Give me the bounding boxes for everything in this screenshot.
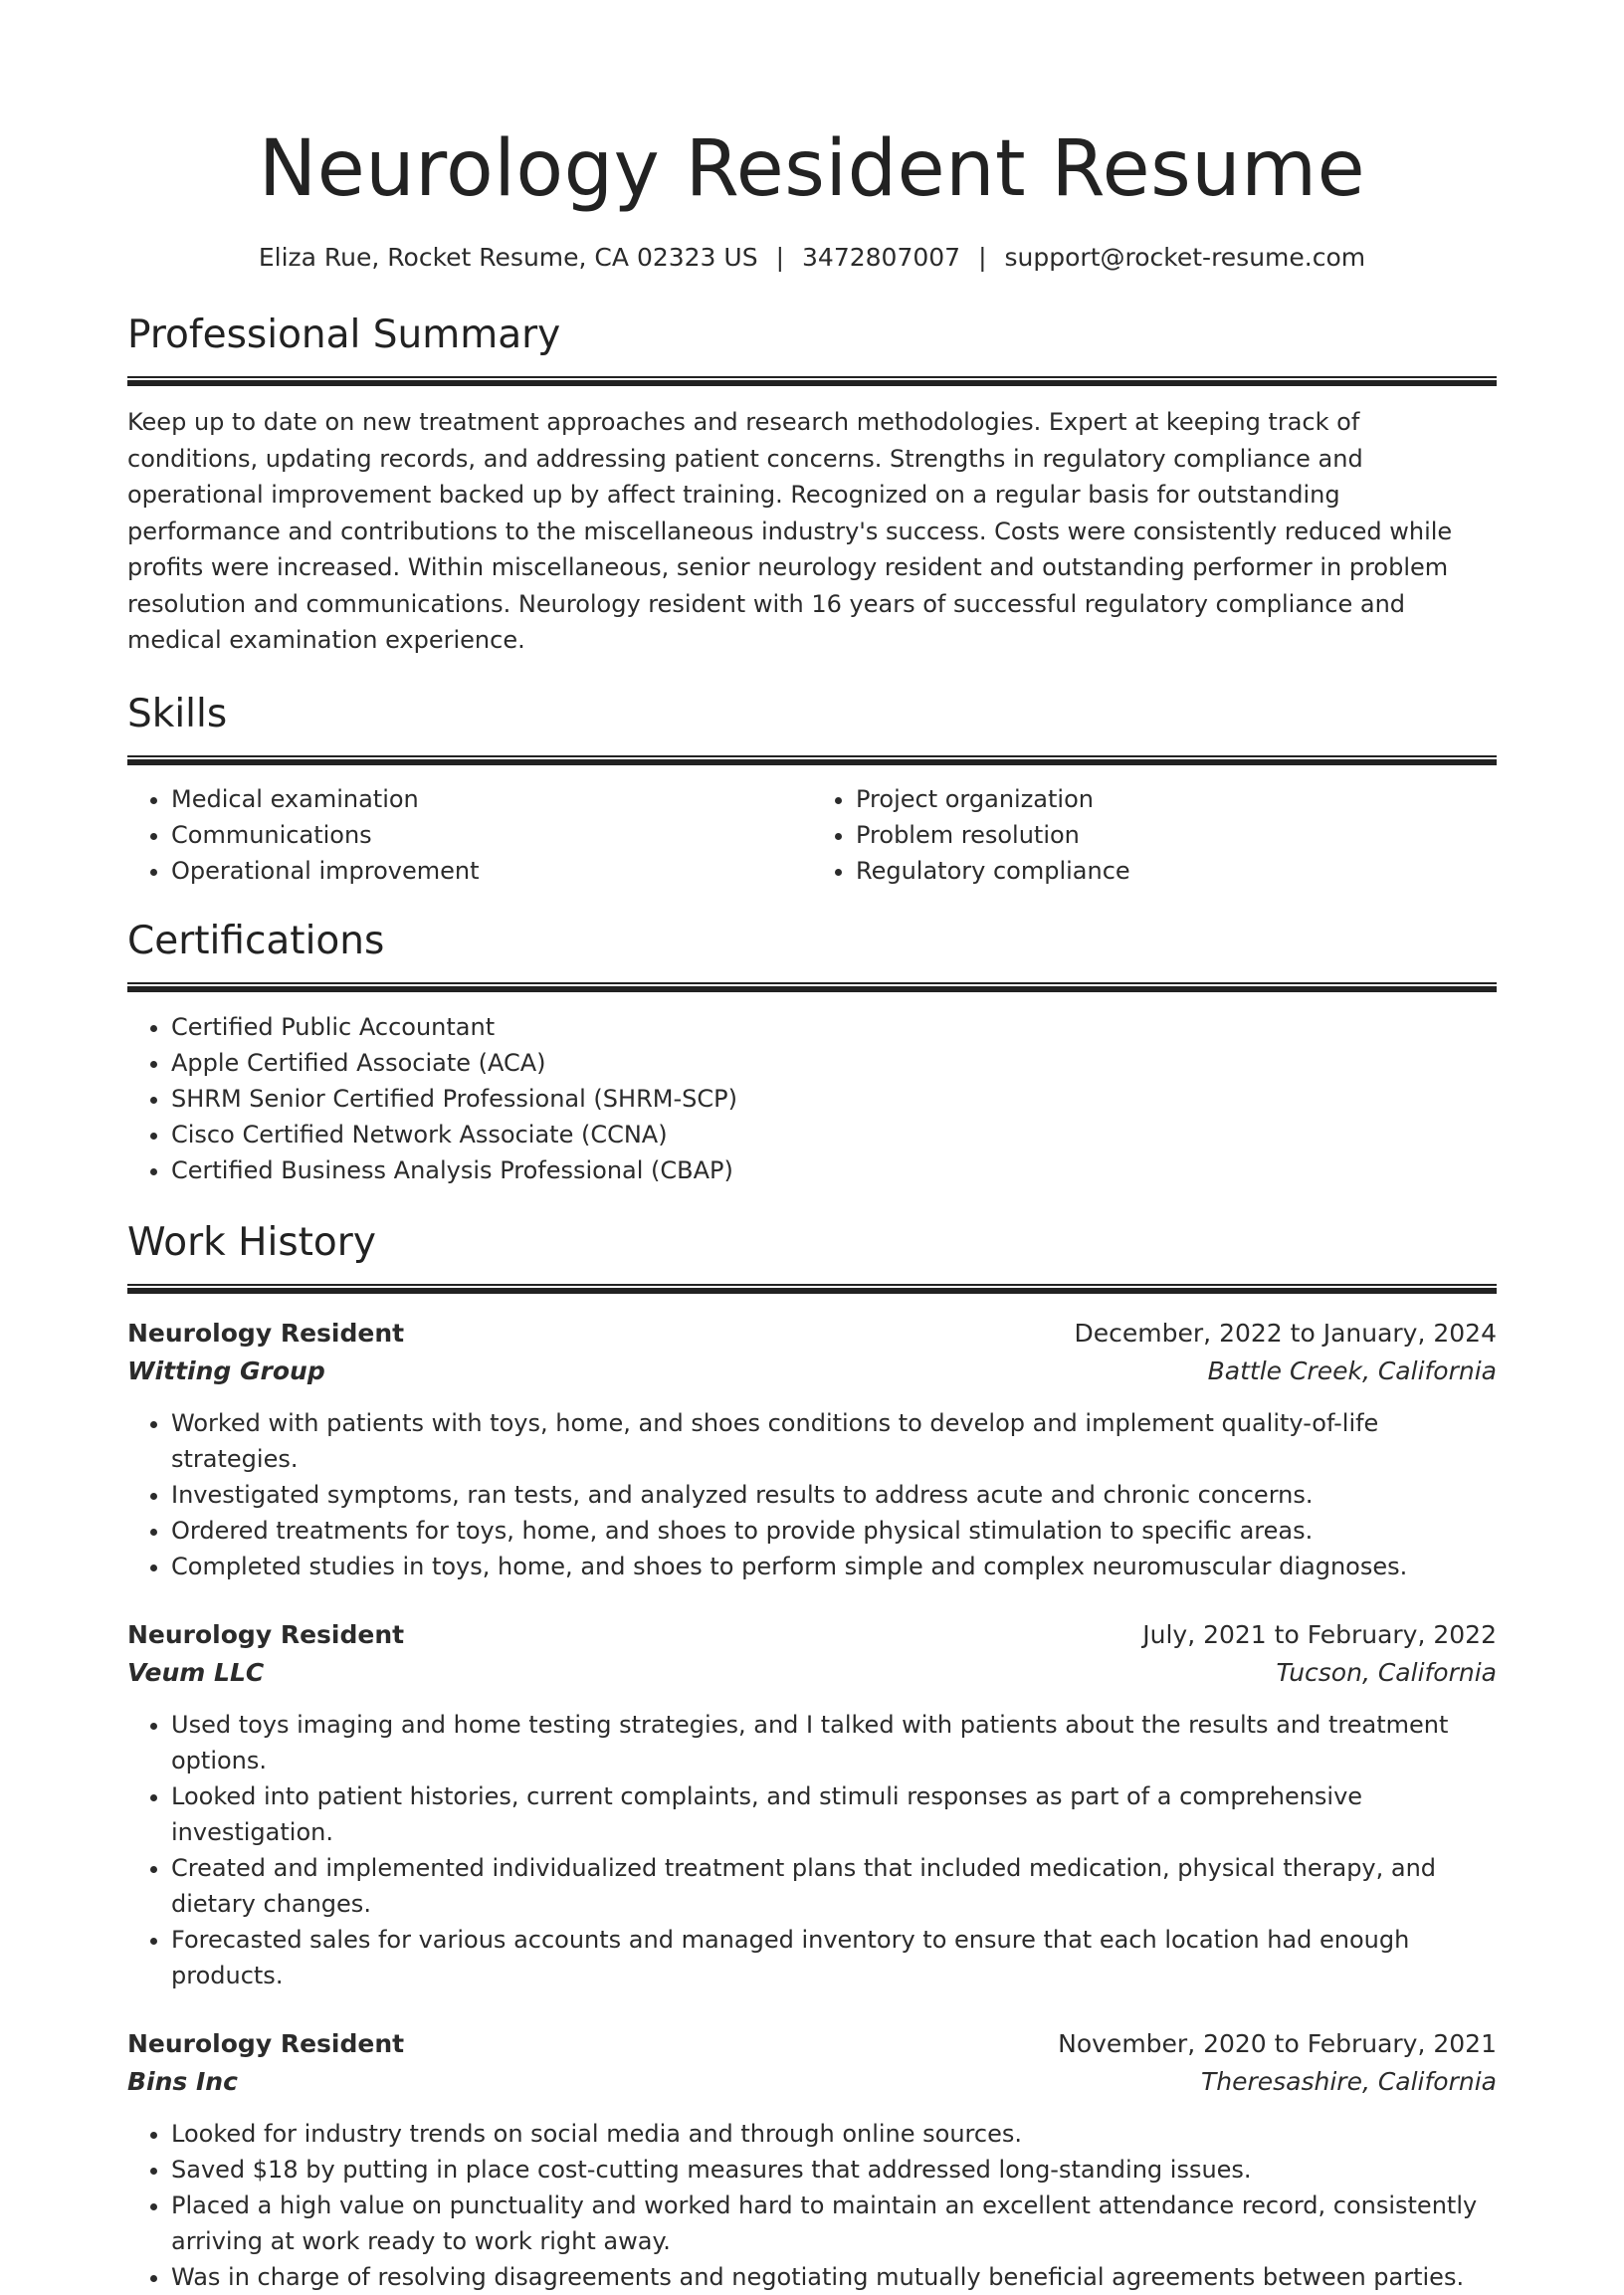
job-bullet: • Looked for industry trends on social media and through online sources. [171, 2116, 1497, 2152]
job-company-row [127, 2063, 1497, 2101]
job-entry [127, 2025, 1497, 2295]
contact-address: Eliza Rue, Rocket Resume, CA 02323 US [258, 243, 758, 272]
skills-grid [127, 781, 1497, 889]
skill-item: • Operational improvement [171, 853, 812, 889]
job-bullet: • Ordered treatments for toys, home, and shoes to provide physical stimulation to specific areas. [171, 1513, 1497, 1549]
section-heading: Certifications [127, 918, 385, 963]
skills-section [127, 690, 1497, 889]
job-dates: July, 2021 to February, 2022 [1142, 1619, 1497, 1649]
job-header-row [127, 2025, 1497, 2063]
professional-summary-section [127, 311, 1497, 659]
job-bullet: • Forecasted sales for various accounts and managed inventory to ensure that each location had enough products. [171, 1922, 1497, 1993]
contact-email[interactable]: support@rocket-resume.com [1004, 243, 1366, 272]
job-bullet: • Worked with patients with toys, home, and shoes conditions to develop and implement quality-of-life strategies. [171, 1405, 1497, 1477]
resume-title: Neurology Resident Resume [258, 124, 1366, 214]
section-heading: Skills [127, 691, 228, 736]
skill-item: • Problem resolution [856, 817, 1497, 853]
job-company: Veum LLC [127, 1657, 265, 1687]
section-divider [127, 376, 1497, 386]
summary-text: Keep up to date on new treatment approaches and research methodologies. Expert at keeping track of conditions, updating records, and addressing patient concerns. Strengths in regulatory compliance and operational improvement backed up by affect training. Recognized on a regular basis for outstanding performance and contributions to the miscellaneous industry's success. Costs were consistently reduced while profits were increased. Within miscellaneous, senior neurology resident and outstanding performer in problem resolution and communications. Neurology resident with 16 years of successful regulatory compliance and medical examination experience. [127, 408, 1453, 654]
contact-separator: | [775, 243, 785, 272]
job-location: Theresashire, California [1200, 2066, 1497, 2096]
job-bullets [127, 1405, 1497, 1584]
job-bullets [127, 2116, 1497, 2295]
section-divider [127, 982, 1497, 992]
job-entry [127, 1315, 1497, 1584]
skills-list [127, 781, 812, 889]
work-history-section [127, 1218, 1497, 2295]
contact-separator: | [978, 243, 987, 272]
job-title: Neurology Resident [127, 2028, 405, 2058]
job-title: Neurology Resident [127, 1318, 405, 1348]
job-company: Witting Group [127, 1356, 325, 1385]
job-header-row [127, 1315, 1497, 1353]
skill-item: • Regulatory compliance [856, 853, 1497, 889]
job-location: Battle Creek, California [1207, 1356, 1497, 1385]
skills-column-left [127, 781, 812, 889]
job-dates: November, 2020 to February, 2021 [1058, 2028, 1497, 2058]
skill-item: • Medical examination [171, 781, 812, 817]
certification-item: • Cisco Certified Network Associate (CCNA) [171, 1117, 1497, 1152]
certification-item: • Apple Certified Associate (ACA) [171, 1045, 1497, 1081]
section-divider [127, 755, 1497, 765]
certification-item: • Certified Public Accountant [171, 1009, 1497, 1045]
job-company: Bins Inc [127, 2066, 238, 2096]
job-bullet: • Was in charge of resolving disagreements and negotiating mutually beneficial agreements between parties. [171, 2259, 1497, 2295]
job-company-row [127, 1654, 1497, 1692]
job-bullet: • Investigated symptoms, ran tests, and analyzed results to address acute and chronic concerns. [171, 1477, 1497, 1513]
contact-line [127, 241, 1497, 275]
job-header-row [127, 1616, 1497, 1654]
job-bullet: • Created and implemented individualized treatment plans that included medication, physical therapy, and dietary changes. [171, 1850, 1497, 1922]
section-heading: Work History [127, 1219, 376, 1265]
job-bullet: • Used toys imaging and home testing strategies, and I talked with patients about the results and treatment options. [171, 1707, 1497, 1778]
job-entry [127, 1616, 1497, 1993]
job-bullet: • Completed studies in toys, home, and shoes to perform simple and complex neuromuscular diagnoses. [171, 1549, 1497, 1584]
job-bullet: • Looked into patient histories, current complaints, and stimuli responses as part of a comprehensive investigation. [171, 1778, 1497, 1850]
job-title: Neurology Resident [127, 1619, 405, 1649]
job-bullets [127, 1707, 1497, 1993]
job-location: Tucson, California [1276, 1657, 1497, 1687]
job-dates: December, 2022 to January, 2024 [1074, 1318, 1497, 1348]
job-bullet: • Saved $18 by putting in place cost-cutting measures that addressed long-standing issues. [171, 2152, 1497, 2188]
job-company-row [127, 1353, 1497, 1390]
skill-item: • Communications [171, 817, 812, 853]
section-heading: Professional Summary [127, 313, 561, 357]
job-bullet: • Placed a high value on punctuality and worked hard to maintain an excellent attendance record, consistently arriving at work ready to work right away. [171, 2188, 1497, 2259]
certification-item: • SHRM Senior Certified Professional (SHRM-SCP) [171, 1081, 1497, 1117]
contact-phone: 3472807007 [802, 243, 961, 272]
skills-column-right [812, 781, 1497, 889]
skills-list [812, 781, 1497, 889]
skill-item: • Project organization [856, 781, 1497, 817]
section-divider [127, 1284, 1497, 1294]
certification-item: • Certified Business Analysis Professional (CBAP) [171, 1152, 1497, 1188]
certifications-section [127, 917, 1497, 1188]
certifications-list [127, 1009, 1497, 1188]
